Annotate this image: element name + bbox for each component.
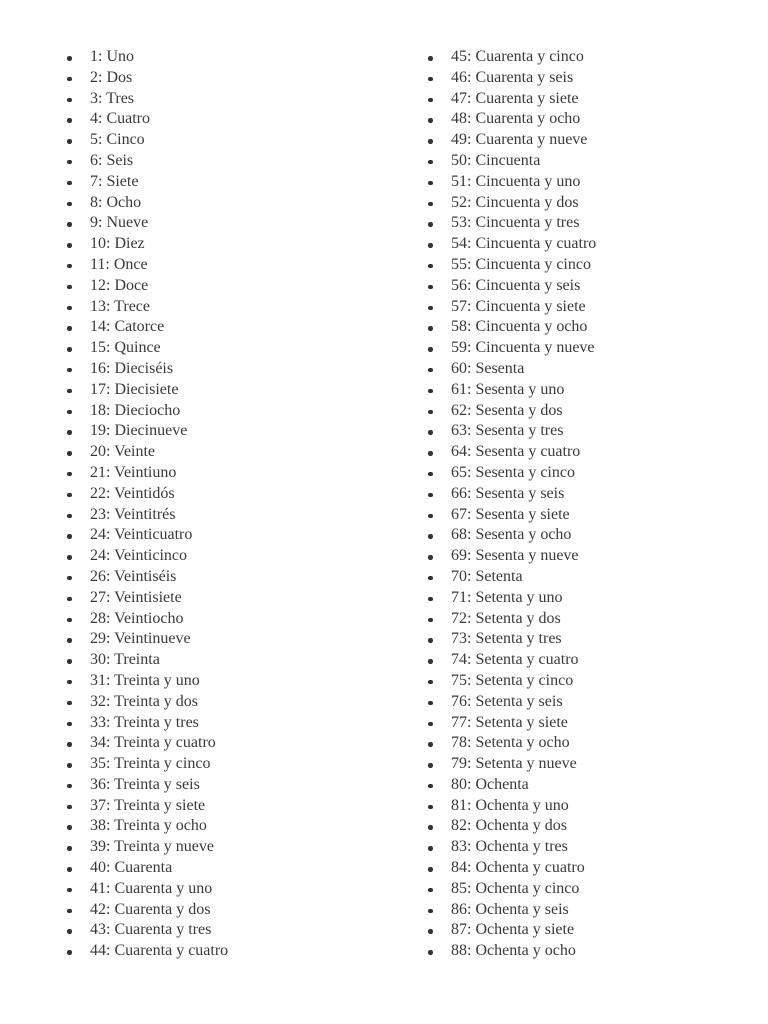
list-item (66, 297, 228, 318)
bullet-icon (67, 888, 72, 893)
list-item-text: 19: Diecinueve (90, 422, 188, 440)
bullet-icon (428, 618, 433, 623)
list-item (427, 47, 596, 68)
bullet-icon (67, 493, 72, 498)
list-item-text: 27: Veintisiete (90, 588, 182, 606)
list-item (66, 920, 228, 941)
bullet-icon (428, 410, 433, 415)
list-item (427, 650, 596, 671)
list-item (66, 130, 228, 151)
list-item-text: 9: Nueve (90, 214, 149, 232)
list-item-text: 8: Ocho (90, 193, 142, 211)
list-item (66, 151, 228, 172)
bullet-icon (428, 659, 433, 664)
list-item (66, 671, 228, 692)
list-item (427, 421, 596, 442)
list-item (66, 609, 228, 630)
list-item-text: 81: Ochenta y uno (451, 796, 569, 814)
list-item-text: 13: Trece (90, 297, 150, 315)
list-item (66, 255, 228, 276)
bullet-icon (67, 555, 72, 560)
list-item-text: 14: Catorce (90, 318, 165, 336)
list-item-text: 55: Cincuenta y cinco (451, 255, 591, 273)
list-item-text: 42: Cuarenta y dos (90, 900, 211, 918)
list-item (427, 713, 596, 734)
list-item-text: 71: Setenta y uno (451, 588, 563, 606)
list-item (427, 442, 596, 463)
list-item-text: 1: Uno (90, 48, 134, 65)
list-item-text: 86: Ochenta y seis (451, 900, 569, 918)
list-item (427, 629, 596, 650)
list-item (427, 733, 596, 754)
list-item (66, 567, 228, 588)
bullet-icon (67, 805, 72, 810)
bullet-icon (67, 98, 72, 103)
bullet-icon (67, 909, 72, 914)
list-item-text: 77: Setenta y siete (451, 713, 568, 731)
list-item (427, 109, 596, 130)
list-item (66, 234, 228, 255)
bullet-icon (67, 202, 72, 207)
bullet-icon (428, 326, 433, 331)
list-item (427, 692, 596, 713)
number-list-left-column (66, 47, 228, 962)
list-item (66, 816, 228, 837)
list-item-text: 83: Ochenta y tres (451, 838, 568, 856)
bullet-icon (67, 160, 72, 165)
list-item (427, 463, 596, 484)
list-item (427, 546, 596, 567)
list-item (66, 317, 228, 338)
list-item-text: 2: Dos (90, 68, 133, 86)
list-item (66, 754, 228, 775)
bullet-icon (428, 306, 433, 311)
list-item (427, 796, 596, 817)
bullet-icon (428, 285, 433, 290)
list-item-text: 73: Setenta y tres (451, 630, 562, 648)
list-item-text: 56: Cincuenta y seis (451, 276, 581, 294)
list-item-text: 44: Cuarenta y cuatro (90, 942, 229, 960)
list-item (66, 109, 228, 130)
list-item-text: 60: Sesenta (451, 359, 525, 377)
list-item (427, 172, 596, 193)
list-item-text: 61: Sesenta y uno (451, 380, 565, 398)
list-item-text: 64: Sesenta y cuatro (451, 443, 581, 461)
bullet-icon (67, 597, 72, 602)
list-item (66, 338, 228, 359)
list-item (66, 525, 228, 546)
list-item-text: 52: Cincuenta y dos (451, 193, 579, 211)
bullet-icon (428, 701, 433, 706)
list-item-text: 67: Sesenta y siete (451, 505, 570, 523)
list-item (66, 213, 228, 234)
list-item-text: 65: Sesenta y cinco (451, 463, 575, 481)
list-item-text: 24: Veinticinco (90, 547, 188, 565)
list-item-text: 43: Cuarenta y tres (90, 921, 212, 939)
list-item-text: 48: Cuarenta y ocho (451, 110, 581, 128)
list-item-text: 31: Treinta y uno (90, 671, 200, 689)
bullet-icon (67, 618, 72, 623)
bullet-icon (428, 805, 433, 810)
list-item-text: 35: Treinta y cinco (90, 755, 211, 773)
bullet-icon (67, 534, 72, 539)
bullet-icon (428, 784, 433, 789)
list-item-text: 80: Ochenta (451, 775, 529, 793)
list-item-text: 5: Cinco (90, 131, 145, 149)
list-item (66, 463, 228, 484)
list-item-text: 32: Treinta y dos (90, 692, 199, 710)
bullet-icon (67, 430, 72, 435)
bullet-icon (428, 160, 433, 165)
bullet-icon (428, 77, 433, 82)
number-list-right-column (427, 47, 596, 962)
list-item (66, 796, 228, 817)
list-item-text: 39: Treinta y nueve (90, 838, 214, 856)
list-item (66, 941, 228, 962)
list-item (66, 713, 228, 734)
list-item-text: 58: Cincuenta y ocho (451, 318, 588, 336)
bullet-icon (67, 638, 72, 643)
list-item (427, 525, 596, 546)
list-item (66, 380, 228, 401)
list-item (427, 234, 596, 255)
bullet-icon (428, 181, 433, 186)
list-item-text: 51: Cincuenta y uno (451, 172, 581, 190)
bullet-icon (428, 118, 433, 123)
list-item (427, 900, 596, 921)
bullet-icon (67, 306, 72, 311)
list-item-text: 33: Treinta y tres (90, 713, 199, 731)
list-item (427, 609, 596, 630)
list-item (66, 68, 228, 89)
bullet-icon (428, 98, 433, 103)
bullet-icon (428, 514, 433, 519)
list-item (427, 193, 596, 214)
bullet-icon (428, 243, 433, 248)
list-item (66, 89, 228, 110)
bullet-icon (428, 56, 433, 61)
bullet-icon (428, 597, 433, 602)
bullet-icon (67, 472, 72, 477)
list-item (66, 276, 228, 297)
list-item-text: 16: Dieciséis (90, 359, 174, 377)
list-item-text: 79: Setenta y nueve (451, 755, 577, 773)
bullet-icon (428, 680, 433, 685)
list-item-text: 78: Setenta y ocho (451, 734, 570, 752)
list-item-text: 15: Quince (90, 339, 161, 357)
list-item-text: 88: Ochenta y ocho (451, 942, 576, 960)
list-item-text: 30: Treinta (90, 651, 160, 669)
list-item-text: 46: Cuarenta y seis (451, 68, 574, 86)
bullet-icon (67, 722, 72, 727)
bullet-icon (428, 472, 433, 477)
bullet-icon (67, 222, 72, 227)
list-item (427, 130, 596, 151)
list-item (427, 68, 596, 89)
list-item-text: 7: Siete (90, 172, 139, 190)
list-item-text: 49: Cuarenta y nueve (451, 131, 588, 149)
list-item (427, 276, 596, 297)
bullet-icon (67, 368, 72, 373)
bullet-icon (67, 243, 72, 248)
bullet-icon (67, 181, 72, 186)
list-item-text: 17: Diecisiete (90, 380, 179, 398)
bullet-icon (67, 139, 72, 144)
list-item (66, 546, 228, 567)
bullet-icon (67, 742, 72, 747)
bullet-icon (67, 659, 72, 664)
list-item (66, 505, 228, 526)
list-item (427, 837, 596, 858)
list-item-text: 6: Seis (90, 151, 134, 169)
bullet-icon (67, 118, 72, 123)
list-item-text: 12: Doce (90, 276, 149, 294)
bullet-icon (67, 867, 72, 872)
list-item (66, 172, 228, 193)
list-item (427, 380, 596, 401)
list-item (66, 733, 228, 754)
bullet-icon (428, 222, 433, 227)
list-item (427, 754, 596, 775)
list-item-text: 40: Cuarenta (90, 859, 173, 877)
list-item (66, 879, 228, 900)
list-item-text: 62: Sesenta y dos (451, 401, 563, 419)
list-item (427, 775, 596, 796)
list-item (427, 317, 596, 338)
bullet-icon (67, 784, 72, 789)
list-item-text: 4: Cuatro (90, 110, 150, 128)
list-item (66, 47, 228, 68)
bullet-icon (67, 264, 72, 269)
list-item (427, 879, 596, 900)
bullet-icon (67, 56, 72, 61)
list-item (427, 213, 596, 234)
bullet-icon (67, 389, 72, 394)
bullet-icon (67, 326, 72, 331)
list-item-text: 63: Sesenta y tres (451, 422, 564, 440)
list-item (427, 941, 596, 962)
bullet-icon (67, 451, 72, 456)
list-item (66, 775, 228, 796)
list-item (66, 401, 228, 422)
list-item-text: 28: Veintiocho (90, 609, 184, 627)
bullet-icon (428, 389, 433, 394)
bullet-icon (428, 950, 433, 955)
list-item-text: 50: Cincuenta (451, 151, 541, 169)
list-item-text: 76: Setenta y seis (451, 692, 563, 710)
list-item-text: 53: Cincuenta y tres (451, 214, 580, 232)
list-item (66, 588, 228, 609)
bullet-icon (428, 763, 433, 768)
bullet-icon (67, 929, 72, 934)
bullet-icon (428, 139, 433, 144)
list-item-text: 20: Veinte (90, 443, 156, 461)
list-item-text: 69: Sesenta y nueve (451, 547, 579, 565)
list-item-text: 82: Ochenta y dos (451, 817, 567, 835)
list-item-text: 74: Setenta y cuatro (451, 651, 579, 669)
list-item-text: 18: Dieciocho (90, 401, 181, 419)
list-item-text: 54: Cincuenta y cuatro (451, 235, 597, 253)
list-item-text: 37: Treinta y siete (90, 796, 206, 814)
bullet-icon (67, 514, 72, 519)
bullet-icon (67, 410, 72, 415)
bullet-icon (428, 909, 433, 914)
bullet-icon (67, 701, 72, 706)
bullet-icon (428, 264, 433, 269)
list-item (427, 297, 596, 318)
list-item-text: 87: Ochenta y siete (451, 921, 575, 939)
list-item-text: 22: Veintidós (90, 484, 175, 502)
list-item (427, 359, 596, 380)
bullet-icon (428, 742, 433, 747)
list-item (66, 629, 228, 650)
bullet-icon (428, 638, 433, 643)
list-item (427, 401, 596, 422)
list-item-text: 85: Ochenta y cinco (451, 879, 580, 897)
bullet-icon (428, 347, 433, 352)
list-item (427, 671, 596, 692)
list-item-text: 36: Treinta y seis (90, 775, 200, 793)
list-item (66, 421, 228, 442)
list-item (66, 650, 228, 671)
list-item (427, 151, 596, 172)
bullet-icon (428, 825, 433, 830)
list-item-text: 72: Setenta y dos (451, 609, 561, 627)
list-item (427, 484, 596, 505)
list-item-text: 34: Treinta y cuatro (90, 734, 216, 752)
bullet-icon (67, 825, 72, 830)
bullet-icon (428, 202, 433, 207)
list-item (66, 837, 228, 858)
list-item (427, 816, 596, 837)
bullet-icon (428, 430, 433, 435)
list-item (427, 255, 596, 276)
list-item-text: 41: Cuarenta y uno (90, 879, 213, 897)
bullet-icon (428, 368, 433, 373)
list-item-text: 59: Cincuenta y nueve (451, 339, 595, 357)
bullet-icon (67, 576, 72, 581)
list-item-text: 68: Sesenta y ocho (451, 526, 572, 544)
list-item-text: 66: Sesenta y seis (451, 484, 565, 502)
list-item-text: 45: Cuarenta y cinco (451, 48, 584, 65)
bullet-icon (428, 846, 433, 851)
list-item-text: 24: Veinticuatro (90, 526, 193, 544)
list-item (66, 359, 228, 380)
list-item (66, 442, 228, 463)
list-item-text: 29: Veintinueve (90, 630, 191, 648)
bullet-icon (67, 285, 72, 290)
list-item (66, 900, 228, 921)
list-item-text: 57: Cincuenta y siete (451, 297, 586, 315)
list-item-text: 75: Setenta y cinco (451, 671, 574, 689)
list-item (427, 858, 596, 879)
bullet-icon (67, 950, 72, 955)
bullet-icon (67, 77, 72, 82)
list-item (427, 505, 596, 526)
bullet-icon (428, 929, 433, 934)
list-item-text: 38: Treinta y ocho (90, 817, 207, 835)
list-item (427, 338, 596, 359)
list-item-text: 21: Veintiuno (90, 463, 177, 481)
list-item-text: 10: Diez (90, 235, 145, 253)
list-item-text: 3: Tres (90, 89, 135, 107)
list-item-text: 47: Cuarenta y siete (451, 89, 579, 107)
bullet-icon (428, 576, 433, 581)
list-item (427, 588, 596, 609)
bullet-icon (67, 846, 72, 851)
list-item (66, 193, 228, 214)
bullet-icon (67, 347, 72, 352)
list-item-text: 70: Setenta (451, 567, 523, 585)
list-item-text: 26: Veintiséis (90, 567, 177, 585)
list-item (427, 567, 596, 588)
list-item-text: 11: Once (90, 255, 148, 273)
bullet-icon (67, 680, 72, 685)
list-item (66, 858, 228, 879)
bullet-icon (428, 493, 433, 498)
list-item (427, 89, 596, 110)
bullet-icon (428, 555, 433, 560)
list-item-text: 84: Ochenta y cuatro (451, 859, 585, 877)
bullet-icon (428, 451, 433, 456)
list-item (66, 692, 228, 713)
bullet-icon (428, 534, 433, 539)
bullet-icon (428, 722, 433, 727)
bullet-icon (67, 763, 72, 768)
list-item (427, 920, 596, 941)
list-item (66, 484, 228, 505)
bullet-icon (428, 888, 433, 893)
list-item-text: 23: Veintitrés (90, 505, 176, 523)
bullet-icon (428, 867, 433, 872)
